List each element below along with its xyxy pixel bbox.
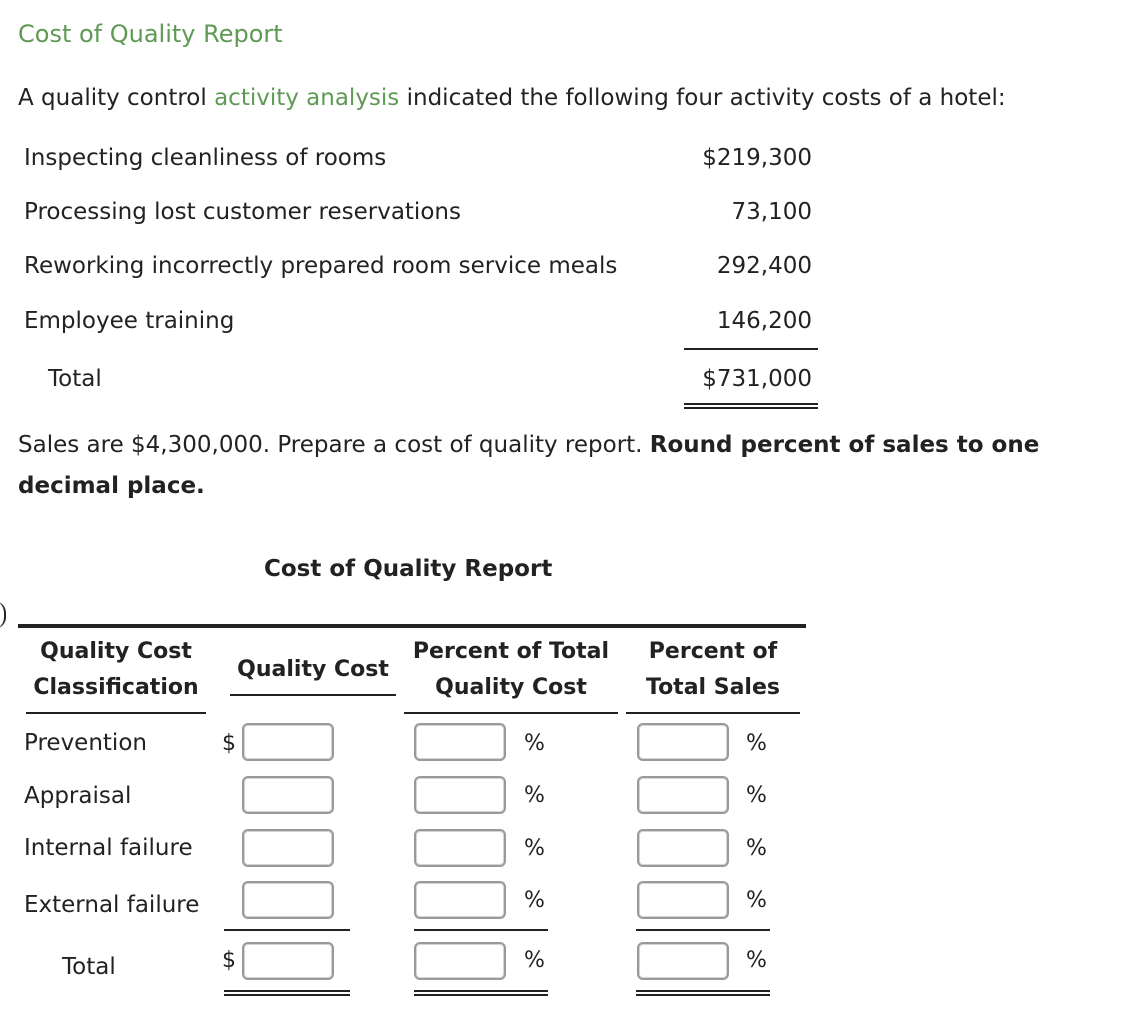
- appraisal-pct-sales-input[interactable]: [637, 776, 729, 814]
- header-pct-sales-line1: Percent of: [648, 639, 778, 664]
- activity-total-label: Total: [48, 366, 102, 392]
- percent-sign: %: [524, 948, 545, 973]
- subtotal-rule: [414, 929, 548, 931]
- row-label-appraisal: Appraisal: [24, 783, 132, 809]
- page-title: Cost of Quality Report: [18, 20, 283, 48]
- header-classification: [22, 634, 210, 706]
- total-cost-input[interactable]: [242, 942, 334, 980]
- report-top-rule: [18, 624, 806, 628]
- activity-label: Employee training: [24, 308, 235, 334]
- dollar-sign: $: [222, 948, 236, 973]
- appraisal-pct-total-input[interactable]: [414, 776, 506, 814]
- header-pct-total-line2: Quality Cost: [435, 675, 587, 700]
- header-pct-total: [402, 634, 620, 706]
- external-failure-pct-total-input[interactable]: [414, 881, 506, 919]
- appraisal-cost-input[interactable]: [242, 776, 334, 814]
- dollar-sign: $: [222, 731, 236, 756]
- row-label-total: Total: [62, 954, 116, 980]
- activity-value: 146,200: [716, 308, 812, 334]
- percent-sign: %: [746, 783, 767, 808]
- header-classification-line2: Classification: [33, 675, 199, 700]
- header-quality-cost: Quality Cost: [237, 657, 389, 682]
- percent-sign: %: [746, 836, 767, 861]
- internal-failure-pct-sales-input[interactable]: [637, 829, 729, 867]
- percent-sign: %: [746, 948, 767, 973]
- percent-sign: %: [746, 888, 767, 913]
- intro-before: A quality control: [18, 85, 215, 111]
- total-double-rule: [414, 990, 548, 996]
- percent-sign: %: [524, 783, 545, 808]
- header-classification-line1: Quality Cost: [40, 639, 192, 664]
- prevention-pct-total-input[interactable]: [414, 723, 506, 761]
- activity-total-value: $731,000: [702, 366, 812, 392]
- intro-text: [18, 85, 1006, 111]
- total-double-rule: [636, 990, 770, 996]
- row-label-internal-failure: Internal failure: [24, 835, 193, 861]
- total-double-rule: [224, 990, 350, 996]
- prevention-cost-input[interactable]: [242, 723, 334, 761]
- percent-sign: %: [524, 731, 545, 756]
- activity-label: Inspecting cleanliness of rooms: [24, 145, 387, 171]
- instructions: [18, 425, 1118, 507]
- activity-label: Reworking incorrectly prepared room service meals: [24, 253, 618, 279]
- subtotal-rule: [224, 929, 350, 931]
- internal-failure-pct-total-input[interactable]: [414, 829, 506, 867]
- percent-sign: %: [524, 836, 545, 861]
- header-underline: [230, 694, 396, 696]
- header-pct-total-line1: Percent of Total: [412, 639, 610, 664]
- activity-value: 292,400: [716, 253, 812, 279]
- internal-failure-cost-input[interactable]: [242, 829, 334, 867]
- header-pct-sales-line2: Total Sales: [645, 675, 780, 700]
- header-underline: [626, 712, 800, 714]
- rounding-instruction: Round percent of sales to one decimal place.: [18, 432, 1040, 499]
- subtotal-rule: [636, 929, 770, 931]
- row-label-prevention: Prevention: [24, 730, 147, 756]
- sales-text: Sales are $4,300,000. Prepare a cost of quality report.: [18, 432, 650, 458]
- percent-sign: %: [746, 731, 767, 756]
- total-pct-sales-input[interactable]: [637, 942, 729, 980]
- header-underline: [404, 712, 618, 714]
- header-pct-sales: [624, 634, 802, 706]
- activity-analysis-link[interactable]: activity analysis: [214, 85, 400, 111]
- prevention-pct-sales-input[interactable]: [637, 723, 729, 761]
- activity-label: Processing lost customer reservations: [24, 199, 461, 225]
- total-pct-total-input[interactable]: [414, 942, 506, 980]
- activity-value: $219,300: [702, 145, 812, 171]
- external-failure-pct-sales-input[interactable]: [637, 881, 729, 919]
- intro-after: indicated the following four activity costs of a hotel:: [399, 85, 1006, 111]
- external-failure-cost-input[interactable]: [242, 881, 334, 919]
- percent-sign: %: [524, 888, 545, 913]
- report-title: Cost of Quality Report: [264, 556, 553, 582]
- subtotal-rule: [684, 348, 818, 350]
- row-label-external-failure: External failure: [24, 892, 200, 918]
- total-double-rule: [684, 403, 818, 409]
- left-bracket-mark: [0, 601, 6, 629]
- header-underline: [26, 712, 206, 714]
- activity-value: 73,100: [731, 199, 812, 225]
